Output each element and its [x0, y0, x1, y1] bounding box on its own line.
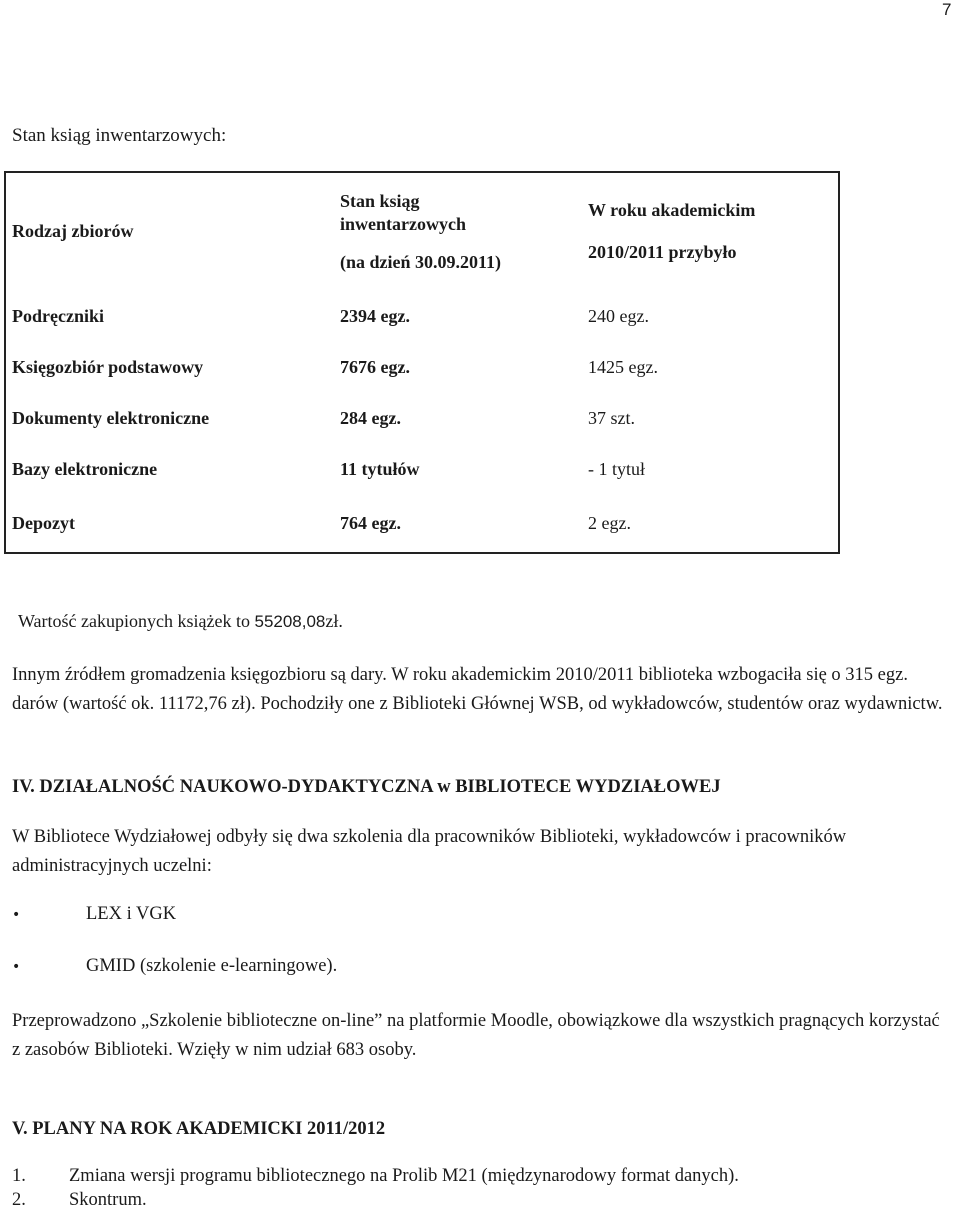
bullet-icon: •	[12, 959, 21, 975]
cell-type: Bazy elektroniczne	[12, 458, 158, 479]
list-item-text: Zmiana wersji programu bibliotecznego na Prolib M21 (międzynarodowy format danych).	[69, 1166, 739, 1186]
cell-added: 240 egz.	[588, 305, 649, 326]
list-item-text: Skontrum.	[69, 1190, 147, 1210]
table-row	[5, 342, 839, 393]
header-added-this-year: W roku akademickim 2010/2011 przybyło	[588, 200, 756, 262]
table-header-row	[5, 172, 839, 291]
table-row	[5, 291, 839, 342]
purchase-value-currency: zł.	[325, 611, 343, 631]
page-number: 7	[942, 0, 952, 19]
cell-stock: 2394 egz.	[340, 305, 410, 326]
list-item-number: 1.	[12, 1166, 26, 1186]
table-row	[5, 444, 839, 495]
section-iv-title: IV. DZIAŁALNOŚĆ NAUKOWO-DYDAKTYCZNA w BIBLIOTECE WYDZIAŁOWEJ	[12, 777, 721, 797]
online-training-paragraph: Przeprowadzono „Szkolenie biblioteczne on-line” na platformie Moodle, obowiązkowe dla wszystkich pragnących korzystać z zasobów Biblioteki. Wzięły w nim udział 683 osoby.	[12, 1011, 940, 1060]
cell-added: 1425 egz.	[588, 356, 658, 377]
list-item-number: 2.	[12, 1190, 26, 1210]
cell-stock: 284 egz.	[340, 407, 401, 428]
cell-added: 2 egz.	[588, 512, 631, 533]
cell-stock: 11 tytułów	[340, 458, 420, 479]
training-paragraph: W Bibliotece Wydziałowej odbyły się dwa szkolenia dla pracowników Biblioteki, wykładowców i pracowników administracyjnych uczelni:	[12, 827, 847, 876]
list-item-text: GMID (szkolenie e-learningowe).	[86, 956, 338, 976]
purchase-value-amount: 55208,08	[254, 612, 326, 631]
inventory-heading: Stan ksiąg inwentarzowych:	[12, 125, 227, 146]
cell-type: Księgozbiór podstawowy	[12, 356, 204, 377]
header-collection-type: Rodzaj zbiorów	[12, 221, 134, 242]
purchase-value-line	[18, 611, 343, 633]
cell-type: Depozyt	[12, 512, 75, 533]
list-item-text: LEX i VGK	[86, 904, 177, 924]
gifts-paragraph: Innym źródłem gromadzenia księgozbioru są dary. W roku akademickim 2010/2011 biblioteka wzbogaciła się o 315 egz. darów (wartość ok. 11172,76 zł). Pochodziły one z Biblioteki Głównej WSB, od wykładowców, studentów oraz wydawnictw.	[12, 665, 943, 714]
cell-type: Podręczniki	[12, 305, 104, 326]
section-v-title: V. PLANY NA ROK AKADEMICKI 2011/2012	[12, 1119, 386, 1139]
cell-added: - 1 tytuł	[588, 458, 645, 479]
bullet-icon: •	[12, 907, 21, 923]
table-row	[5, 393, 839, 444]
cell-type: Dokumenty elektroniczne	[12, 407, 210, 428]
cell-stock: 764 egz.	[340, 512, 401, 533]
purchase-value-text: Wartość zakupionych książek to	[18, 611, 255, 631]
header-inventory-stock: Stan ksiąg inwentarzowych (na dzień 30.09.2011)	[340, 190, 502, 272]
inventory-table	[4, 171, 840, 554]
cell-stock: 7676 egz.	[340, 356, 410, 377]
table-row	[5, 495, 839, 553]
cell-added: 37 szt.	[588, 407, 635, 428]
